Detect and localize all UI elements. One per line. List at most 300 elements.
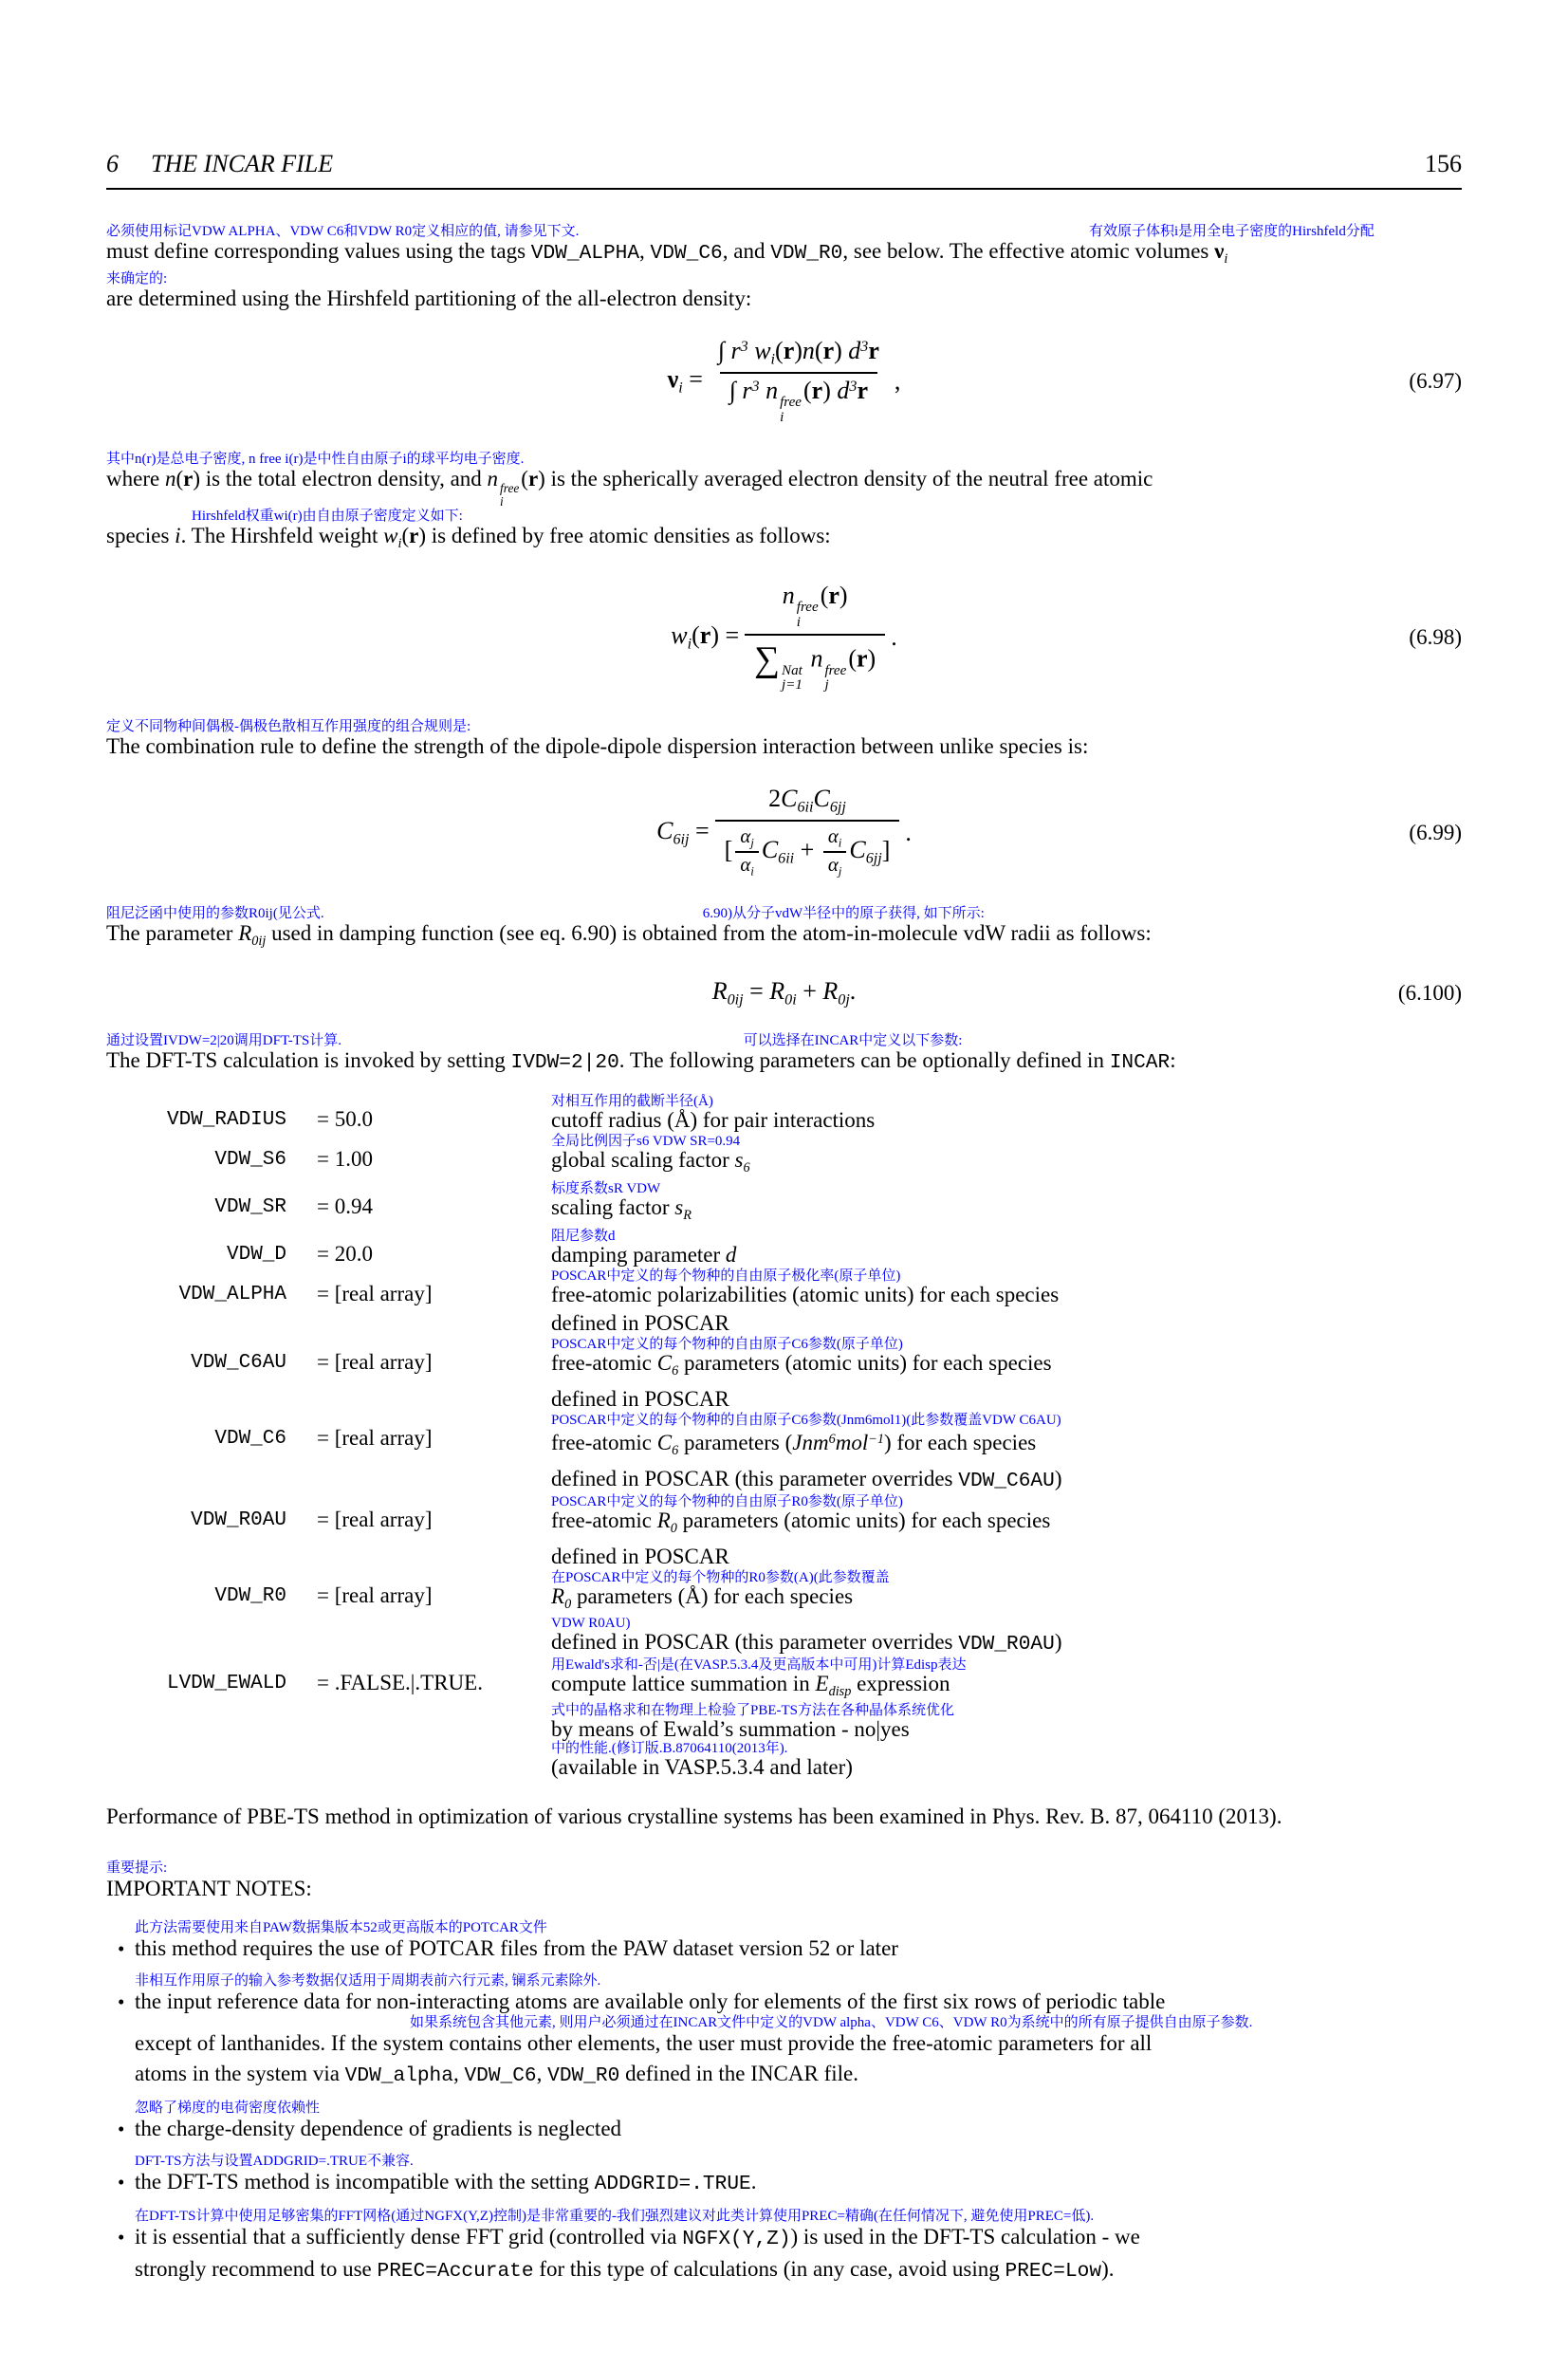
text-run: w <box>383 523 398 547</box>
text-run: j <box>838 864 842 879</box>
text-run: ) is used in the DFT-TS calculation - we <box>790 2224 1140 2249</box>
eq-tail: . <box>905 818 912 846</box>
text-run: ). <box>1101 2256 1115 2281</box>
description-line <box>551 1244 1462 1267</box>
equation-body <box>668 334 901 429</box>
text-run: r <box>811 376 823 404</box>
text-run: 6 <box>743 1159 750 1175</box>
description-line <box>551 1428 1462 1462</box>
text-run: 6jj <box>865 850 882 867</box>
text-run: C <box>656 816 673 844</box>
text-run: R <box>683 1207 692 1223</box>
zh-annotation: 定义不同物种间偶极-偶极色散相互作用强度的组合规则是: <box>106 719 471 735</box>
text-run: , <box>639 239 651 263</box>
code-text: VDW_ALPHA <box>530 242 640 265</box>
zh-annotation: 忽略了梯度的电荷密度依赖性 <box>135 2100 321 2116</box>
zh-annotation: 阻尼参数d <box>551 1228 616 1244</box>
text-run: . The Hirshfeld weight <box>180 523 384 547</box>
zh-annotation: Hirshfeld权重wi(r)由自由原子密度定义如下: <box>192 508 463 524</box>
text-run: ( <box>848 644 857 673</box>
param-name: VDW_RADIUS <box>166 1108 286 1131</box>
note-bullet <box>106 2154 1462 2197</box>
zh-annotation: 阻尼泛函中使用的参数R0ij(见公式. <box>106 905 324 921</box>
paragraph-performance: Performance of PBE-TS method in optimization of various crystalline systems has been examined in Phys. Rev. B. 87, 064110 (2013). <box>106 1804 1282 1828</box>
text-run: α <box>740 854 751 877</box>
zh-annotation: 6.90)从分子vdW半径中的原子获得, 如下所示: <box>702 905 985 921</box>
text-run: ( <box>401 523 410 547</box>
body-line <box>106 921 1462 953</box>
bullet-icon: • <box>118 2225 125 2249</box>
note-bullet <box>106 2101 1462 2142</box>
text-run: parameters ( <box>678 1430 793 1454</box>
param-value: = 0.94 <box>317 1194 373 1218</box>
equation-body <box>671 579 896 696</box>
document-page <box>0 150 1568 2369</box>
param-value: = [real array] <box>317 1582 433 1607</box>
note-bullet <box>106 1973 1462 2089</box>
param-description <box>551 1570 1462 1656</box>
description-line <box>551 1109 1462 1132</box>
text-run: ν <box>667 364 679 393</box>
equation-6-97 <box>106 334 1462 429</box>
text-run: . <box>750 2169 757 2193</box>
param-row <box>106 1413 1462 1492</box>
param-row <box>106 1134 1462 1179</box>
text-run: defined in POSCAR (this parameter overrides <box>551 1466 959 1490</box>
zh-annotation: VDW R0AU) <box>551 1615 631 1631</box>
param-row <box>106 1337 1462 1411</box>
text-run: s <box>734 1147 744 1172</box>
text-run: 0i <box>784 991 797 1009</box>
param-description <box>551 1413 1462 1492</box>
text-run: R <box>656 1508 671 1532</box>
text-run: ) <box>822 376 838 404</box>
bullet-content <box>135 2154 1462 2197</box>
zh-annotation: 对相互作用的截断半径(Å) <box>551 1093 713 1109</box>
text-run: d <box>848 336 861 364</box>
text-run: is defined by free atomic densities as follows: <box>426 523 831 547</box>
paragraph-intro <box>106 224 1462 311</box>
inner-fraction <box>735 824 759 880</box>
text-run: The DFT-TS calculation is invoked by setting <box>106 1047 511 1072</box>
text-run: ) <box>867 644 876 673</box>
text-run: ) <box>1054 1466 1062 1490</box>
equation-6-98 <box>106 579 1462 696</box>
param-name: VDW_R0AU <box>191 1508 286 1531</box>
zh-annotation: 此方法需要使用来自PAW数据集版本52或更高版本的POTCAR文件 <box>135 1919 547 1935</box>
text-run: 0ij <box>727 991 744 1009</box>
text-run: 0 <box>670 1520 677 1536</box>
text-run: + <box>796 977 823 1006</box>
text-run: parameters (atomic units) for each species <box>676 1508 1051 1532</box>
denominator <box>715 820 900 883</box>
text-run: ( <box>775 336 784 364</box>
eq-lhs <box>656 817 710 849</box>
text-run: ( <box>175 466 184 490</box>
code-text: VDW_R0AU <box>958 1632 1055 1656</box>
text-run: free j <box>824 662 847 694</box>
text-run: free-atomic <box>551 1430 657 1454</box>
param-description <box>551 1181 1462 1227</box>
text-run: i <box>175 523 181 547</box>
param-value: = [real array] <box>317 1507 433 1531</box>
text-run: R <box>822 977 839 1006</box>
code-text: VDW_C6 <box>464 2064 537 2087</box>
text-run: ( <box>521 466 528 490</box>
code-text: INCAR <box>1109 1050 1171 1074</box>
text-run: E <box>815 1671 829 1695</box>
text-run: . <box>849 977 857 1006</box>
text-run: 3 <box>849 378 858 395</box>
text-run: R <box>551 1583 565 1608</box>
text-run: −1 <box>868 1431 884 1447</box>
text-run: strongly recommend to use <box>135 2256 378 2281</box>
text-run: r <box>527 466 539 490</box>
text-run: global scaling factor <box>551 1147 735 1172</box>
text-run: C <box>761 836 779 864</box>
equation-number: (6.100) <box>1397 980 1462 1005</box>
description-line <box>135 2030 1462 2057</box>
param-description <box>551 1094 1462 1132</box>
text-run: free-atomic <box>551 1350 657 1375</box>
equation-number: (6.99) <box>1409 820 1462 844</box>
fraction <box>709 334 889 429</box>
zh-annotation: 标度系数sR VDW <box>551 1180 661 1196</box>
zh-annotation: 用Ewald's求和-否|是(在VASP.5.3.4及更高版本中可用)计算Edisp表达 <box>551 1656 967 1673</box>
text-run: r <box>183 466 194 490</box>
text-run: compute lattice summation in <box>551 1671 816 1695</box>
inner-fraction <box>823 824 847 880</box>
text-run: , and <box>722 239 771 263</box>
text-run: mol <box>835 1430 869 1454</box>
equation-body <box>712 977 857 1009</box>
zh-annotation: 全局比例因子s6 VDW SR=0.94 <box>551 1133 741 1149</box>
bullet-icon: • <box>118 2117 125 2140</box>
text-run: i <box>1224 250 1228 267</box>
eq-lhs <box>671 621 739 654</box>
bracket-close <box>882 836 891 863</box>
code-text: VDW_C6AU <box>958 1469 1055 1492</box>
text-run: ) <box>193 466 200 490</box>
fraction <box>715 782 900 883</box>
param-value: = 20.0 <box>317 1241 373 1266</box>
equation-body <box>656 782 912 883</box>
description-line <box>551 1388 1462 1411</box>
description-line <box>135 2116 1462 2142</box>
text-run: r <box>868 336 879 364</box>
body-line <box>106 1048 1462 1075</box>
text-run: the input reference data for non-interacting atoms are available only for elements of the first six rows of periodic table <box>135 1989 1166 2013</box>
text-run: . The following parameters can be optionally defined in <box>618 1047 1110 1072</box>
text-run: , <box>452 2061 465 2085</box>
text-run: n <box>164 466 176 490</box>
param-name: VDW_D <box>226 1243 286 1266</box>
zh-annotation: 通过设置IVDW=2|20调用DFT-TS计算. <box>106 1032 341 1048</box>
text-run: defined in POSCAR (this parameter overrides <box>551 1629 959 1654</box>
page-number: 156 <box>1425 150 1462 177</box>
text-run: r <box>742 376 752 404</box>
text-run: i <box>838 836 842 850</box>
zh-annotation: 非相互作用原子的输入参考数据仅适用于周期表前六行元素, 镧系元素除外. <box>135 1972 601 1989</box>
paragraph-invocation <box>106 1033 1462 1075</box>
text-run: j <box>750 836 754 850</box>
param-row <box>106 1094 1462 1132</box>
zh-annotation: 式中的晶格求和在物理上检验了PBE-TS方法在各种晶体系统优化 <box>551 1702 955 1718</box>
text-run: i <box>678 379 683 397</box>
notes-title: IMPORTANT NOTES: <box>106 1876 312 1900</box>
text-run: + <box>794 836 821 864</box>
param-description <box>551 1657 1462 1779</box>
bullet-content <box>135 1973 1462 2089</box>
zh-annotation: 在DFT-TS计算中使用足够密集的FFT网格(通过NGFX(Y,Z)控制)是非常重要的-我们强烈建议对此类计算使用PREC=精确(在任何情况下, 避免使用PREC=低). <box>135 2208 1095 2224</box>
text-run: disp <box>828 1683 852 1699</box>
text-run: s <box>674 1194 684 1219</box>
text-run: ) <box>538 466 545 490</box>
description-line <box>551 1196 1462 1227</box>
zh-annotation-row <box>106 1033 1462 1048</box>
text-run: , see below. The effective atomic volumes <box>842 239 1215 263</box>
bullet-icon: • <box>118 2170 125 2193</box>
text-run: atoms in the system via <box>135 2061 345 2085</box>
eq-term <box>761 836 821 867</box>
param-description <box>551 1337 1462 1411</box>
text-run: The parameter <box>106 920 239 945</box>
param-description <box>551 1268 1462 1335</box>
param-value: = [real array] <box>317 1349 433 1374</box>
zh-annotation: POSCAR中定义的每个物种的自由原子R0参数(原子单位) <box>551 1493 903 1509</box>
param-row <box>106 1570 1462 1656</box>
text-run: R <box>711 977 728 1006</box>
param-name: VDW_SR <box>214 1195 286 1218</box>
text-run: is the spherically averaged electron density of the neutral free atomic <box>544 466 1153 490</box>
text-run: ( <box>692 621 700 650</box>
numerator <box>709 334 889 372</box>
text-run: = <box>682 364 703 393</box>
zh-annotation: 来确定的: <box>106 270 168 287</box>
code-text: VDW_C6 <box>650 242 723 265</box>
bracket-open <box>725 836 733 863</box>
text-run: used in damping function (see eq. 6.90) is obtained from the atom-in-molecule vdW radii as follows: <box>266 920 1152 945</box>
equation-6-99 <box>106 782 1462 883</box>
text-run: C <box>781 785 798 813</box>
paragraph-combination-rule <box>106 719 1462 759</box>
text-run: R <box>238 920 252 945</box>
param-row <box>106 1181 1462 1227</box>
description-line <box>135 2256 1462 2285</box>
description-line <box>135 2061 1462 2089</box>
section-number: 6 <box>106 150 119 177</box>
note-bullet <box>106 1920 1462 1962</box>
param-row <box>106 1657 1462 1779</box>
param-name: VDW_C6AU <box>191 1351 286 1374</box>
param-name: VDW_S6 <box>214 1148 286 1171</box>
fraction <box>745 579 885 696</box>
text-run: ) <box>1054 1629 1062 1654</box>
body-line <box>106 524 1462 556</box>
code-text: PREC=Accurate <box>377 2259 534 2283</box>
text-run: 3 <box>860 338 869 355</box>
text-run: parameters (Å) for each species <box>571 1583 854 1608</box>
text-run: defined in the INCAR file. <box>619 2061 858 2085</box>
text-run: free i <box>780 394 802 425</box>
text-run: ∫ <box>729 376 743 404</box>
eq-term <box>849 836 882 867</box>
zh-annotation: 中的性能.(修订版.B.87064110(2013年). <box>551 1740 788 1756</box>
text-run: ν <box>1214 239 1225 263</box>
bullet-icon: • <box>118 1936 125 1960</box>
code-text: ADDGRID=.TRUE <box>594 2172 751 2195</box>
text-run: α <box>740 824 751 847</box>
param-description <box>551 1494 1462 1568</box>
text-run: free i <box>500 480 520 509</box>
description-line <box>135 2224 1462 2252</box>
eq-lhs <box>668 365 703 398</box>
text-run: r <box>822 336 835 364</box>
text-run: n <box>766 376 779 404</box>
text-run: is the total electron density, and <box>200 466 488 490</box>
text-run: defined in POSCAR <box>551 1544 729 1568</box>
text-run: r <box>857 644 868 673</box>
text-run: 3 <box>751 378 760 395</box>
code-text: PREC=Low <box>1005 2259 1102 2283</box>
numerator <box>773 579 858 634</box>
text-run: ) <box>418 523 426 547</box>
zh-annotation: 在POSCAR中定义的每个物种的R0参数(A)(此参数覆盖 <box>551 1569 890 1585</box>
text-run: 6ij <box>673 831 690 848</box>
text-run: (available in VASP.5.3.4 and later) <box>551 1754 853 1779</box>
body-line <box>106 734 1462 759</box>
text-run: w <box>671 621 688 650</box>
running-head <box>106 150 333 178</box>
param-name: VDW_R0 <box>214 1584 286 1607</box>
numerator <box>735 824 759 852</box>
zh-annotation-row <box>106 906 1462 921</box>
text-run: R <box>769 977 785 1006</box>
text-run: this method requires the use of POTCAR files from the PAW dataset version 52 or later <box>135 1935 898 1960</box>
text-run: ) <box>834 336 849 364</box>
text-run: α <box>827 854 839 877</box>
param-row <box>106 1268 1462 1335</box>
text-run: ( <box>820 581 829 609</box>
description-line <box>551 1284 1462 1306</box>
denominator <box>745 634 885 696</box>
page-header <box>106 150 1462 190</box>
text-run: for this type of calculations (in any case, avoid using <box>533 2256 1005 2281</box>
text-run: , <box>536 2061 548 2085</box>
bullet-icon: • <box>118 1990 125 2013</box>
text-run: parameters (atomic units) for each species <box>678 1350 1052 1375</box>
text-run: α <box>827 824 839 847</box>
text-run: 0ij <box>251 933 267 949</box>
text-run: C <box>656 1430 673 1454</box>
text-run: ∫ <box>717 336 731 364</box>
param-value: = 1.00 <box>317 1146 373 1171</box>
text-run: d <box>725 1242 737 1267</box>
zh-annotation: 重要提示: <box>106 1860 168 1876</box>
zh-annotation: POSCAR中定义的每个物种的自由原子C6参数(Jnm6mol1)(此参数覆盖VDW C6AU) <box>551 1412 1061 1428</box>
zh-annotation-row <box>106 224 1462 239</box>
param-row <box>106 1494 1462 1568</box>
text-run: 3 <box>740 338 748 355</box>
text-run: d <box>837 376 850 404</box>
text-run: species <box>106 523 175 547</box>
text-run: [ <box>724 836 733 864</box>
text-run: = <box>689 816 710 844</box>
paragraph-damping <box>106 906 1462 953</box>
text-run: free-atomic polarizabilities (atomic units) for each species <box>551 1282 1060 1306</box>
description-line <box>551 1631 1462 1656</box>
text-run: = <box>743 977 770 1006</box>
notes-heading <box>106 1860 1462 1901</box>
description-line <box>551 1352 1462 1382</box>
param-name: VDW_ALPHA <box>178 1283 286 1305</box>
text-run: defined in POSCAR <box>551 1386 729 1411</box>
description-line <box>551 1756 1462 1779</box>
text-run: 6ii <box>797 799 814 816</box>
text-run: C <box>656 1350 673 1375</box>
text-run: Jnm <box>792 1430 829 1454</box>
text-run: by means of Ewald’s summation - no|yes <box>551 1716 910 1741</box>
note-bullet <box>106 2209 1462 2285</box>
section-title: THE INCAR FILE <box>151 150 334 177</box>
description-line <box>551 1149 1462 1179</box>
code-text: VDW_alpha <box>344 2064 453 2087</box>
text-run: ) = <box>710 621 740 650</box>
text-run: 0 <box>564 1596 572 1612</box>
zh-annotation: DFT-TS方法与设置ADDGRID=.TRUE不兼容. <box>135 2153 414 2169</box>
text-run: r <box>828 581 839 609</box>
param-description <box>551 1229 1462 1267</box>
text-run: defined in POSCAR <box>551 1310 729 1335</box>
text-run: 6 <box>828 1431 836 1447</box>
zh-annotation: 可以选择在INCAR中定义以下参数: <box>743 1032 963 1048</box>
description-line <box>551 1545 1462 1568</box>
text-run: i <box>750 864 754 879</box>
param-row <box>106 1229 1462 1267</box>
text-run: ( <box>802 376 812 404</box>
body-line <box>106 467 1462 509</box>
description-line <box>135 1935 1462 1962</box>
numerator <box>759 782 856 820</box>
text-run: ] <box>881 836 891 864</box>
text-run: C <box>849 836 866 864</box>
param-name: VDW_C6 <box>214 1427 286 1450</box>
description-line <box>551 1585 1462 1616</box>
text-run: r <box>783 336 795 364</box>
param-description <box>551 1134 1462 1179</box>
code-text: NGFX(Y,Z) <box>682 2227 791 2250</box>
zh-annotation: POSCAR中定义的每个物种的自由原子极化率(原子单位) <box>551 1268 901 1284</box>
text-run: 6jj <box>829 799 846 816</box>
description-line <box>551 1718 1462 1741</box>
parameter-table <box>106 1094 1462 1779</box>
text-run: w <box>754 336 771 364</box>
text-run: where <box>106 466 165 490</box>
text-run: r <box>857 376 868 404</box>
text-run: ∑ <box>754 639 781 679</box>
description-line <box>551 1509 1462 1540</box>
bullet-content <box>135 2101 1462 2142</box>
text-run: free-atomic <box>551 1508 657 1532</box>
notes-list <box>106 1920 1462 2285</box>
text-run: n <box>810 644 823 673</box>
equation-number: (6.98) <box>1409 625 1462 650</box>
text-run: r <box>730 336 741 364</box>
text-run: cutoff radius (Å) for pair interactions <box>551 1107 876 1132</box>
text-run: the charge-density dependence of gradients is neglected <box>135 2116 622 2140</box>
code-text: VDW_R0 <box>547 2064 620 2087</box>
param-name: LVDW_EWALD <box>166 1672 286 1694</box>
